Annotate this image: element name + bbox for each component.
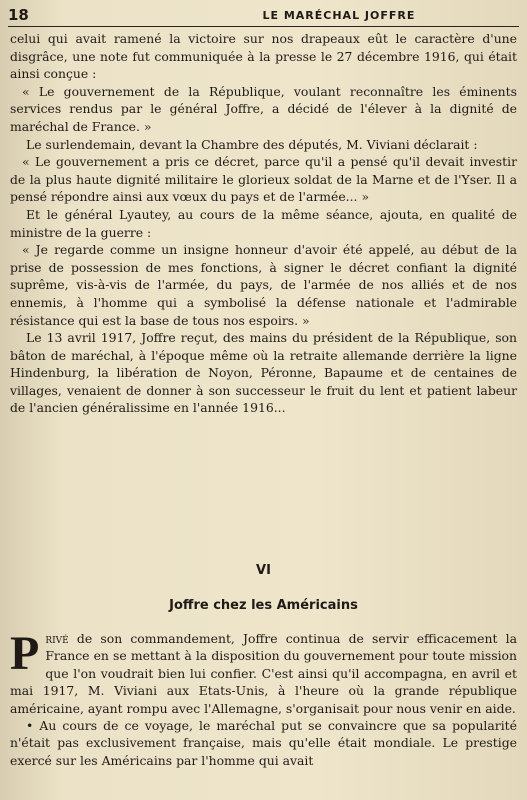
paragraph-text: Au cours de ce voyage, le maréchal put se convaincre que sa popularité n'était pas exclusivement française, mais qu'elle était mondiale. Le prestige exercé sur les Américains par l'homme qui avait bbox=[10, 718, 517, 768]
paragraph: Et le général Lyautey, au cours de la même séance, ajouta, en qualité de ministre de la guerre : bbox=[10, 206, 517, 240]
first-word-rest: rivé bbox=[45, 631, 69, 646]
section-text bbox=[10, 627, 517, 769]
paragraph-text: de son commandement, Joffre continua de servir efficacement la France en se mettant à la disposition du gouvernement pour toute mission que l'on voudrait bien lui confier. C'est ainsi qu'il accompagna, en avril et mai 1917, M. Viviani aux Etats-Unis, à l'heure où la grande république américaine, ayant rompu avec l'Allemagne, s'organisait pour nous venir en aide. bbox=[10, 631, 517, 716]
paragraph bbox=[10, 717, 517, 769]
section-first-paragraph bbox=[10, 627, 517, 717]
quote-paragraph: « Le gouvernement a pris ce décret, parce qu'il a pensé qu'il devait investir de la plus haute dignité militaire le glorieux soldat de la Marne et de l'Yser. Il a pensé répondre ainsi aux vœux du pays et de l'armée... » bbox=[10, 154, 517, 205]
quote-paragraph: « Le gouvernement de la République, voulant reconnaître les éminents services rendus par le général Joffre, a décidé de l'élever à la dignité de maréchal de France. » bbox=[10, 83, 517, 134]
drop-cap: P bbox=[10, 627, 40, 680]
bullet-mark: • bbox=[26, 718, 34, 734]
paragraph: celui qui avait ramené la victoire sur nos drapeaux eût le caractère d'une disgrâce, une note fut communiquée à la presse le 27 décembre 1916, qui était ainsi conçue : bbox=[10, 31, 517, 82]
paragraph: Le 13 avril 1917, Joffre reçut, des mains du président de la République, son bâton de maréchal, à l'époque même où la retraite allemande derrière la ligne Hindenburg, la libération de Noyon, Péronne, Bapaume et de centaines de villages, venaient de donner à son successeur le fruit du lent et patient labeur de l'ancien généralissime en l'année 1916... bbox=[10, 330, 517, 416]
page-header bbox=[8, 4, 519, 27]
page-number: 18 bbox=[8, 6, 29, 24]
section-title: Joffre chez les Américains bbox=[169, 598, 358, 613]
running-title: LE MARÉCHAL JOFFRE bbox=[262, 8, 416, 22]
paragraph: Le surlendemain, devant la Chambre des députés, M. Viviani déclarait : bbox=[26, 136, 478, 152]
section-number: VI bbox=[256, 563, 271, 578]
quote-paragraph: « Je regarde comme un insigne honneur d'avoir été appelé, au début de la prise de possession de mes fonctions, à signer le décret confiant la dignité suprême, vis-à-vis de l'armée, du pays, de l'armée de nos alliés et de nos ennemis, à l'homme qui a symbolisé la défense nationale et l'admirable résistance qui est la base de tous nos espoirs. » bbox=[10, 242, 517, 328]
main-text bbox=[10, 30, 517, 417]
